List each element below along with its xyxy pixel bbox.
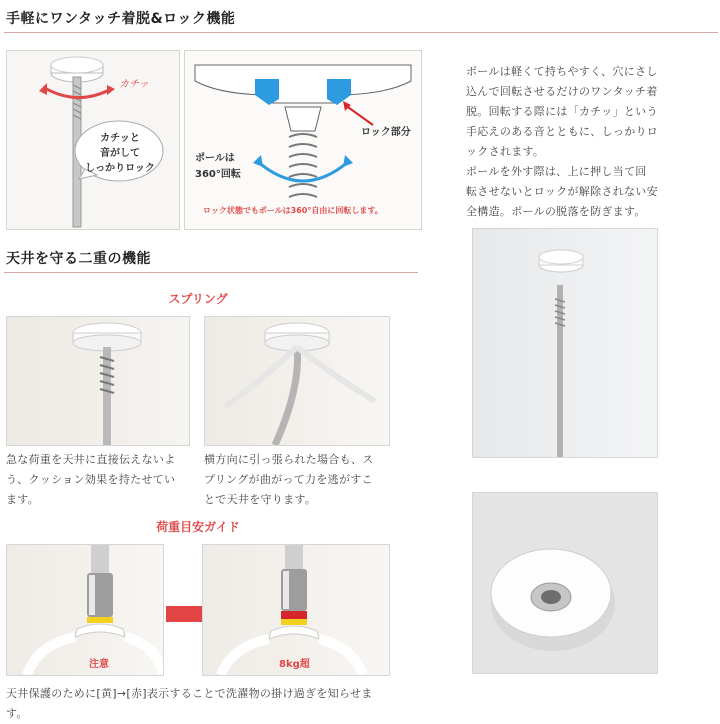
bubble-line-2: 音がして	[100, 148, 140, 159]
spring-vertical-text	[6, 450, 192, 510]
spring-right-line-3: とで天井を守ります。	[204, 493, 317, 506]
guide-over-8kg-label: 8kg超	[279, 659, 310, 670]
rotate-line-2: 360°回転	[195, 169, 241, 180]
pole-rotate-label	[195, 151, 241, 183]
bubble-line-1: カチッと	[100, 133, 140, 144]
rotation-caption: ロック状態でもポールは360°自由に回転します。	[203, 206, 383, 215]
spring-vertical-drawing	[7, 317, 189, 445]
guide-line-1: 天井保護のために[黄]→[赤]表示することで洗濯物の掛け過ぎを知らせま	[6, 687, 373, 700]
katchu-label: カチッ	[119, 79, 149, 90]
desc-line-6: ポールを外す際は、上に押し当て回	[466, 165, 647, 178]
cross-section-drawing	[185, 51, 421, 229]
lock-cross-section-diagram	[184, 50, 422, 230]
desc-line-1: ポールは軽くて持ちやすく、穴にさし	[466, 65, 658, 78]
load-guide-text	[6, 684, 392, 724]
desc-line-4: 手応えのある音とともに、しっかりロ	[466, 125, 659, 138]
spring-right-line-2: プリングが曲がって力を逃がすこ	[204, 473, 373, 486]
spring-vertical-photo	[6, 316, 190, 446]
rotate-line-1: ポールは	[195, 153, 235, 164]
spring-left-line-2: う、クッション効果を持たせてい	[6, 473, 176, 486]
section-title-one-touch: 手軽にワンタッチ着脱&ロック機能	[6, 11, 236, 27]
ceiling-pole-drawing	[473, 229, 657, 457]
desc-line-7: 転させないとロックが解除されない安	[466, 185, 658, 198]
section-divider	[4, 32, 718, 33]
lock-bubble	[81, 131, 159, 176]
bubble-line-3: しっかりロック	[85, 163, 155, 174]
section-title-ceiling-protection: 天井を守る二重の機能	[6, 251, 151, 267]
desc-line-5: ックされます。	[466, 145, 545, 158]
load-guide-heading: 荷重目安ガイド	[156, 520, 240, 534]
spring-right-line-1: 横方向に引っ張られた場合も、ス	[204, 453, 374, 466]
desc-line-8: 全構造。ポールの脱落を防ぎます。	[466, 205, 646, 218]
ceiling-base-closeup-photo	[472, 492, 658, 674]
ceiling-base-closeup-drawing	[473, 493, 657, 673]
spring-bent-text	[204, 450, 390, 510]
load-guide-yellow-drawing	[7, 545, 163, 675]
desc-line-2: 込んで回転させるだけのワンタッチ着	[466, 85, 658, 98]
spring-heading: スプリング	[168, 292, 228, 306]
spring-left-line-1: 急な荷重を天井に直接伝えないよ	[6, 453, 176, 466]
ceiling-pole-photo	[472, 228, 658, 458]
load-guide-yellow-photo	[6, 544, 164, 676]
section-divider	[4, 272, 418, 273]
load-guide-red-photo	[202, 544, 390, 676]
desc-line-3: 脱。回転する際には「カチッ」という	[466, 105, 658, 118]
pole-lock-illustration	[6, 50, 180, 230]
guide-caution-label: 注意	[89, 659, 109, 670]
lock-part-label: ロック部分	[361, 127, 411, 138]
spring-bent-photo	[204, 316, 390, 446]
one-touch-description	[466, 62, 716, 222]
spring-left-line-3: ます。	[6, 493, 40, 506]
spring-bent-drawing	[205, 317, 389, 445]
guide-line-2: す。	[6, 707, 28, 720]
